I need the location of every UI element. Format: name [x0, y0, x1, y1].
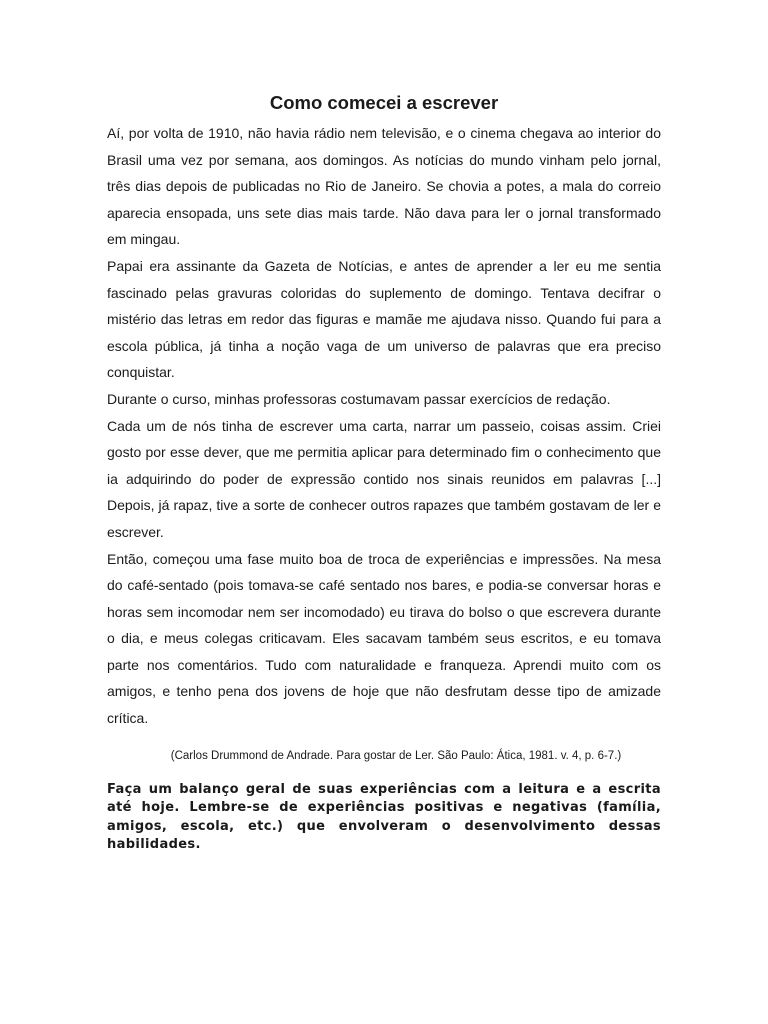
document-page: [107, 0, 661, 855]
paragraph: Papai era assinante da Gazeta de Notícias, e antes de aprender a ler eu me sentia fascinado pelas gravuras coloridas do suplemento de domingo. Tentava decifrar o mistério das letras em redor das figuras e mamãe me ajudava nisso. Quando fui para a escola pública, já tinha a noção vaga de um universo de palavras que era preciso conquistar.: [107, 257, 661, 381]
page-title: Como comecei a escrever: [269, 92, 499, 113]
source-citation: (Carlos Drummond de Andrade. Para gostar de Ler. São Paulo: Ática, 1981. v. 4, p. 6-7.): [170, 749, 622, 762]
paragraph: Então, começou uma fase muito boa de troca de experiências e impressões. Na mesa do café-sentado (pois tomava-se café sentado nos bares, e podia-se conversar horas e horas sem incomodar nem ser incomodado) eu tirava do bolso o que escrevera durante o dia, e meus colegas criticavam. Eles sacavam também seus escritos, e eu tomava parte nos comentários. Tudo com naturalidade e franqueza. Aprendi muito com os amigos, e tenho pena dos jovens de hoje que não desfrutam desse tipo de amizade crítica.: [107, 550, 661, 727]
writing-prompt: Faça um balanço geral de suas experiências com a leitura e a escrita até hoje. Lembre-se de experiências positivas e negativas (família, amigos, escola, etc.) que envolveram o desenvolvimento dessas habilidades.: [107, 781, 661, 853]
paragraph: Durante o curso, minhas professoras costumavam passar exercícios de redação.: [107, 390, 611, 407]
paragraph: Aí, por volta de 1910, não havia rádio nem televisão, e o cinema chegava ao interior do Brasil uma vez por semana, aos domingos. As notícias do mundo vinham pelo jornal, três dias depois de publicadas no Rio de Janeiro. Se chovia a potes, a mala do correio aparecia ensopada, uns sete dias mais tarde. Não dava para ler o jornal transformado em mingau.: [107, 125, 661, 248]
paragraph: Cada um de nós tinha de escrever uma carta, narrar um passeio, coisas assim. Criei gosto por esse dever, que me permitia aplicar para determinado fim o conhecimento que ia adquirindo do poder de expressão contido nos sinais reunidos em palavras [...] Depois, já rapaz, tive a sorte de conhecer outros rapazes que também gostavam de ler e escrever.: [107, 417, 661, 540]
essay-body: [107, 120, 661, 732]
